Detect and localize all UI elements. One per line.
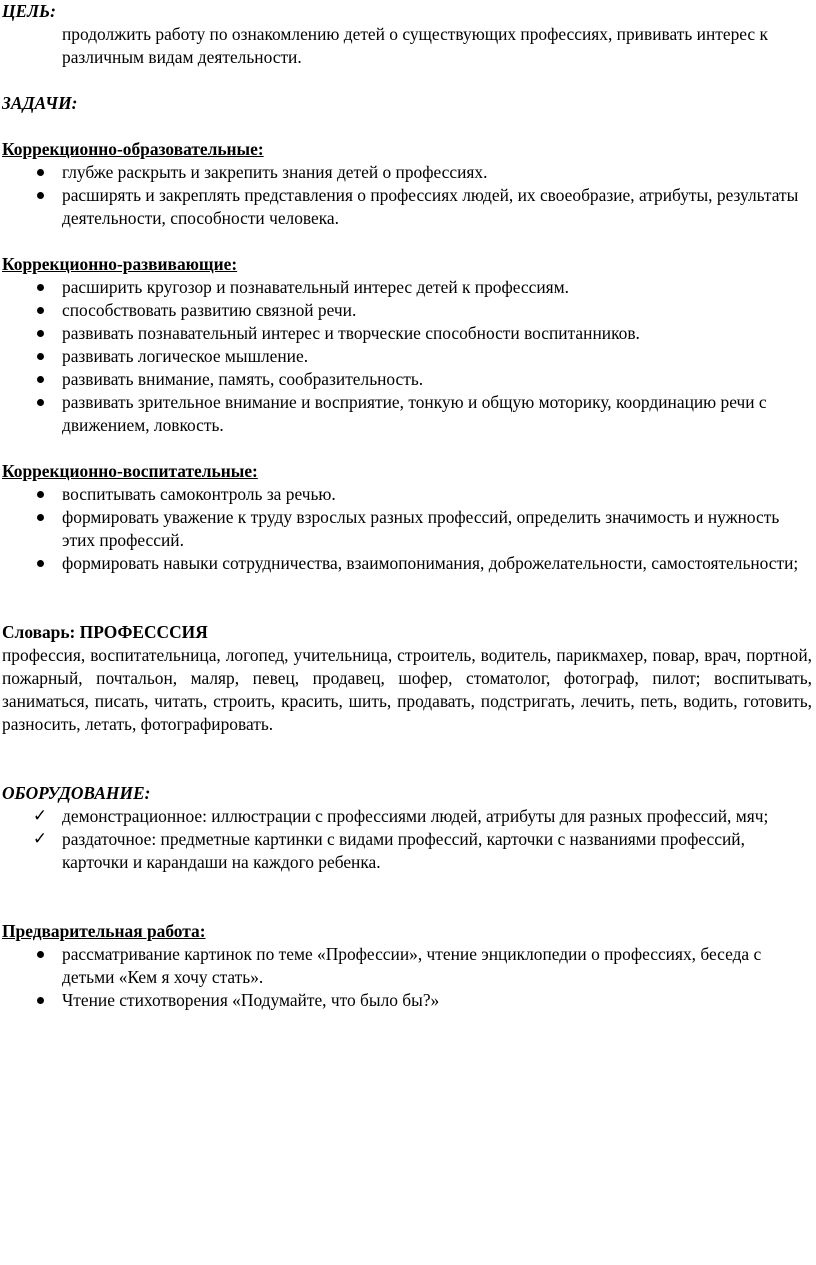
bullet-icon [30, 989, 50, 1012]
bullet-icon [30, 184, 50, 207]
list-item: развивать логическое мышление. [2, 345, 812, 368]
checkmark-icon: ✓ [32, 829, 48, 849]
list-item: расширить кругозор и познавательный интерес детей к профессиям. [2, 276, 812, 299]
bullet-icon [30, 345, 50, 368]
list-item: формировать уважение к труду взрослых разных профессий, определить значимость и нужность этих профессий. [2, 506, 812, 552]
vocabulary-text: профессия, воспитательница, логопед, учительница, строитель, водитель, парикмахер, повар, врач, портной, пожарный, почтальон, маляр, певец, продавец, шофер, стоматолог, фотограф, пилот; воспитывать, заниматься, писать, читать, строить, красить, шить, продавать, подстригать, лечить, петь, водить, готовить, разносить, летать, фотографировать. [2, 645, 812, 734]
equipment-list [2, 805, 812, 874]
list-item: развивать зрительное внимание и восприятие, тонкую и общую моторику, координацию речи с движением, ловкость. [2, 391, 812, 437]
list-item: ✓ демонстрационное: иллюстрации с профессиями людей, атрибуты для разных профессий, мяч; [2, 805, 812, 828]
tasks-group-developing-title: Коррекционно-развивающие: [2, 254, 238, 274]
list-item: развивать внимание, память, сообразительность. [2, 368, 812, 391]
list-item: воспитывать самоконтроль за речью. [2, 483, 812, 506]
bullet-icon [30, 391, 50, 414]
tasks-group-upbringing-title: Коррекционно-воспитательные: [2, 461, 258, 481]
list-item: расширять и закреплять представления о профессиях людей, их своеобразие, атрибуты, результаты деятельности, способности человека. [2, 184, 812, 230]
tasks-group-educational-list [2, 161, 812, 230]
list-item: формировать навыки сотрудничества, взаимопонимания, доброжелательности, самостоятельности; [2, 552, 812, 575]
goal-text: продолжить работу по ознакомлению детей о существующих профессиях, прививать интерес к различным видам деятельности. [62, 24, 768, 67]
tasks-group-developing-list [2, 276, 812, 437]
equipment-heading: ОБОРУДОВАНИЕ: [2, 783, 151, 803]
checkmark-icon: ✓ [32, 806, 48, 826]
goal-heading: ЦЕЛЬ: [2, 1, 56, 21]
preliminary-work-list [2, 943, 812, 1012]
tasks-group-educational-title: Коррекционно-образовательные: [2, 139, 264, 159]
bullet-icon [30, 368, 50, 391]
bullet-icon [30, 322, 50, 345]
tasks-heading: ЗАДАЧИ: [2, 93, 78, 113]
list-item: развивать познавательный интерес и творческие способности воспитанников. [2, 322, 812, 345]
preliminary-work-title: Предварительная работа: [2, 921, 206, 941]
list-item: ✓ раздаточное: предметные картинки с видами профессий, карточки с названиями профессий, карточки и карандаши на каждого ребенка. [2, 828, 812, 874]
bullet-icon [30, 506, 50, 529]
list-item: Чтение стихотворения «Подумайте, что было бы?» [2, 989, 812, 1012]
bullet-icon [30, 161, 50, 184]
bullet-icon [30, 276, 50, 299]
bullet-icon [30, 943, 50, 966]
vocabulary-title: Словарь: ПРОФЕСССИЯ [2, 622, 208, 642]
list-item: способствовать развитию связной речи. [2, 299, 812, 322]
tasks-group-upbringing-list [2, 483, 812, 575]
bullet-icon [30, 552, 50, 575]
bullet-icon [30, 299, 50, 322]
list-item: глубже раскрыть и закрепить знания детей о профессиях. [2, 161, 812, 184]
bullet-icon [30, 483, 50, 506]
list-item: рассматривание картинок по теме «Профессии», чтение энциклопедии о профессиях, беседа с детьми «Кем я хочу стать». [2, 943, 812, 989]
